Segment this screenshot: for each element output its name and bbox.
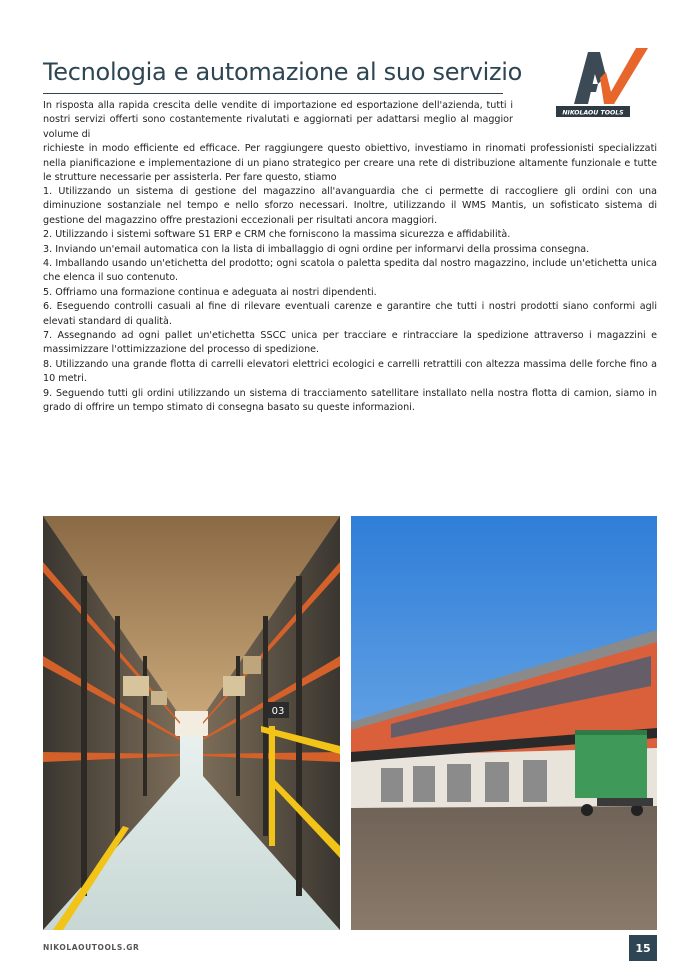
aisle-sign: 03 (271, 706, 285, 717)
footer-website: NIKOLAOUTOOLS.GR (43, 943, 140, 952)
list-item: 2. Utilizzando i sistemi software S1 ERP e CRM che forniscono la massima sicurezza e affidabilità. (43, 229, 511, 241)
intro-second-part: richieste in modo efficiente ed efficace. Per raggiungere questo obiettivo, investiamo in rinomati professionisti specializzati nella pianificazione e implementazione di un piano strategico per creare una rete di distribuzione altamente funzionale e tutte le strutture necessarie per assisterla. Per fare questo, stiamo (43, 143, 657, 184)
title-divider (43, 93, 503, 94)
warehouse-aisle-photo (43, 516, 340, 930)
intro-paragraph (43, 99, 657, 185)
intro-first-part: In risposta alla rapida crescita delle vendite di importazione ed esportazione dell'azienda, tutti i nostri servizi offerti sono costantemente rivalutati e aggiornati per adattarsi meglio al maggior volume di (43, 100, 513, 140)
warehouse-building-photo (351, 516, 657, 930)
list-item: 5. Offriamo una formazione continua e adeguata ai nostri dipendenti. (43, 286, 377, 298)
logo-wordmark: NIKOLAOU TOOLS (562, 109, 624, 117)
list-item: 6. Eseguendo controlli casuali al fine di rilevare eventuali carenze e garantire che tutti i nostri prodotti siano conformi agli elevati standard di qualità. (43, 301, 657, 327)
list-item: 4. Imballando usando un'etichetta del prodotto; ogni scatola o paletta spedita dal nostro magazzino, include un'etichetta unica che elenca il suo contenuto. (43, 258, 657, 284)
page-number-badge: 15 (629, 935, 657, 961)
list-item: 7. Assegnando ad ogni pallet un'etichetta SSCC unica per tracciare e rintracciare la spedizione attraverso i magazzini e massimizzare l'ottimizzazione del processo di spedizione. (43, 330, 657, 356)
list-item: 3. Inviando un'email automatica con la lista di imballaggio di ogni ordine per informarvi della prossima consegna. (43, 243, 590, 255)
list-item: 8. Utilizzando una grande flotta di carrelli elevatori elettrici ecologici e carrelli retrattili con altezza massima delle forche fino a 10 metri. (43, 358, 657, 385)
list-item: 1. Utilizzando un sistema di gestione del magazzino all'avanguardia che ci permette di raccogliere gli ordini con una diminuzione sostanziale nel tempo e nello sforzo necessari. Inoltre, utilizzando il WMS Mantis, un sofisticato sistema di gestione del magazzino offre prestazioni eccezionali per risultati ancora maggiori. (43, 186, 657, 226)
list-item: 9. Seguendo tutti gli ordini utilizzando un sistema di tracciamento satellitare installato nella nostra flotta di camion, siamo in grado di offrire un tempo stimato di consegna basato su queste informazioni. (43, 387, 657, 414)
page-title: Tecnologia e automazione al suo servizio (43, 58, 523, 86)
numbered-list (43, 185, 657, 416)
